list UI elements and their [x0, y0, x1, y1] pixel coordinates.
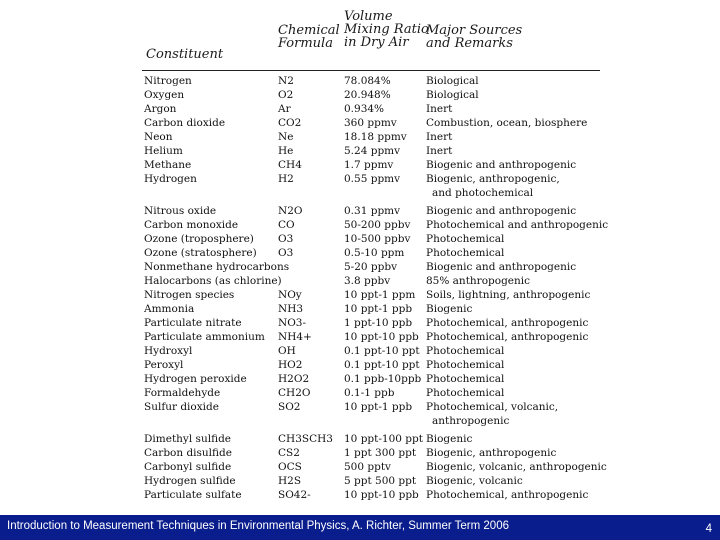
- constituent-name: Ammonia: [144, 303, 195, 315]
- mixing-ratio: 0.934%: [344, 103, 385, 115]
- table-row: [0, 172, 720, 186]
- source-remark: Inert: [426, 145, 453, 157]
- table-row: [0, 344, 720, 358]
- chemical-formula: H2O2: [278, 373, 310, 385]
- mixing-ratio: 0.1 ppt-10 ppt: [344, 345, 420, 357]
- source-remark: Biogenic and anthropogenic: [426, 159, 577, 171]
- table-row: [0, 116, 720, 130]
- page-number: 4: [705, 523, 712, 535]
- chemical-formula: OCS: [278, 461, 302, 473]
- mixing-ratio: 18.18 ppmv: [344, 131, 407, 143]
- header-sources: [426, 24, 526, 50]
- chemical-formula: N2: [278, 75, 294, 87]
- chemical-formula: CH2O: [278, 387, 311, 399]
- constituent-name: Methane: [144, 159, 192, 171]
- constituent-name: Halocarbons (as chlorine): [144, 275, 282, 287]
- mixing-ratio: 360 ppmv: [344, 117, 397, 129]
- constituent-name: Argon: [144, 103, 177, 115]
- table-row: [0, 386, 720, 400]
- table-row: [0, 74, 720, 88]
- chemical-formula: CS2: [278, 447, 300, 459]
- mixing-ratio: 10 ppt-1 ppm: [344, 289, 416, 301]
- mixing-ratio: 0.55 ppmv: [344, 173, 401, 185]
- source-remark: Soils, lightning, anthropogenic: [426, 289, 591, 301]
- table-row: [0, 102, 720, 116]
- mixing-ratio: 10 ppt-1 ppb: [344, 401, 413, 413]
- mixing-ratio: 20.948%: [344, 89, 391, 101]
- source-remark: Photochemical, volcanic,: [426, 401, 559, 413]
- source-remark: Photochemical: [426, 233, 505, 245]
- header-mixing-ratio: [344, 9, 429, 50]
- table-row: [0, 400, 720, 414]
- table-row: [0, 144, 720, 158]
- constituent-name: Carbonyl sulfide: [144, 461, 232, 473]
- mixing-ratio: 500 pptv: [344, 461, 391, 473]
- source-remark: Inert: [426, 103, 453, 115]
- constituent-name: Sulfur dioxide: [144, 401, 219, 413]
- constituent-name: Carbon monoxide: [144, 219, 239, 231]
- mixing-ratio: 10 ppt-10 ppb: [344, 331, 419, 343]
- table-row: [0, 488, 720, 502]
- table-row: [0, 316, 720, 330]
- chemical-formula: NOy: [278, 289, 302, 301]
- source-remark: Biogenic and anthropogenic: [426, 205, 577, 217]
- chemical-formula: NH3: [278, 303, 304, 315]
- table-row: [0, 218, 720, 232]
- source-remark: Biogenic and anthropogenic: [426, 261, 577, 273]
- header-ratio-line: Volume: [344, 9, 393, 24]
- chemical-formula: HO2: [278, 359, 303, 371]
- chemical-formula: NH4+: [278, 331, 312, 343]
- chemical-formula: CH4: [278, 159, 302, 171]
- source-remark: Biogenic, anthropogenic: [426, 447, 557, 459]
- header-formula: [278, 24, 338, 50]
- table-row: [0, 474, 720, 488]
- remark-continuation: anthropogenic: [432, 415, 510, 427]
- constituent-name: Nonmethane hydrocarbons: [144, 261, 290, 273]
- source-remark: Biogenic: [426, 433, 473, 445]
- table-row: [0, 288, 720, 302]
- header-constituent: Constituent: [146, 47, 224, 62]
- remark-continuation: and photochemical: [432, 187, 534, 199]
- header-sources-line: and Remarks: [426, 36, 513, 51]
- mixing-ratio: 0.5-10 ppm: [344, 247, 405, 259]
- table-row: [0, 372, 720, 386]
- table-row: [0, 414, 720, 428]
- chemical-formula: Ar: [278, 103, 291, 115]
- table-row: [0, 246, 720, 260]
- constituent-name: Peroxyl: [144, 359, 184, 371]
- mixing-ratio: 1 ppt 300 ppt: [344, 447, 417, 459]
- constituent-name: Hydrogen: [144, 173, 197, 185]
- mixing-ratio: 3.8 ppbv: [344, 275, 391, 287]
- table-row: [0, 130, 720, 144]
- source-remark: Biogenic, volcanic, anthropogenic: [426, 461, 607, 473]
- source-remark: Biological: [426, 75, 479, 87]
- chemical-formula: H2: [278, 173, 294, 185]
- source-remark: Biogenic: [426, 303, 473, 315]
- mixing-ratio: 0.1 ppt-10 ppt: [344, 359, 420, 371]
- table-row: [0, 88, 720, 102]
- chemical-formula: SO2: [278, 401, 301, 413]
- chemical-formula: He: [278, 145, 294, 157]
- source-remark: Biogenic, anthropogenic,: [426, 173, 560, 185]
- header-ratio-line: Mixing Ratio: [344, 22, 429, 37]
- chemical-formula: O2: [278, 89, 294, 101]
- constituent-name: Particulate sulfate: [144, 489, 242, 501]
- constituent-name: Hydrogen sulfide: [144, 475, 236, 487]
- mixing-ratio: 0.1 ppb-10ppb: [344, 373, 422, 385]
- chemical-formula: Ne: [278, 131, 294, 143]
- source-remark: Photochemical: [426, 387, 505, 399]
- source-remark: Photochemical and anthropogenic: [426, 219, 609, 231]
- footer-bar: [0, 515, 720, 540]
- source-remark: Inert: [426, 131, 453, 143]
- constituent-name: Helium: [144, 145, 183, 157]
- table-row: [0, 158, 720, 172]
- table-row: [0, 232, 720, 246]
- table-row: [0, 358, 720, 372]
- header-ratio-line: in Dry Air: [344, 35, 409, 50]
- constituent-name: Nitrogen: [144, 75, 192, 87]
- chemical-formula: O3: [278, 247, 294, 259]
- constituent-name: Particulate ammonium: [144, 331, 265, 343]
- mixing-ratio: 10-500 ppbv: [344, 233, 411, 245]
- chemical-formula: OH: [278, 345, 296, 357]
- constituent-name: Carbon disulfide: [144, 447, 232, 459]
- constituent-name: Carbon dioxide: [144, 117, 226, 129]
- source-remark: 85% anthropogenic: [426, 275, 531, 287]
- table-row: [0, 302, 720, 316]
- table-row: [0, 460, 720, 474]
- chemical-formula: N2O: [278, 205, 303, 217]
- chemical-formula: NO3-: [278, 317, 307, 329]
- mixing-ratio: 5.24 ppmv: [344, 145, 401, 157]
- table-row: [0, 330, 720, 344]
- header-formula-line: Chemical: [278, 23, 340, 38]
- constituent-name: Particulate nitrate: [144, 317, 242, 329]
- constituent-name: Formaldehyde: [144, 387, 221, 399]
- header-divider: [142, 70, 600, 71]
- constituent-name: Oxygen: [144, 89, 185, 101]
- source-remark: Photochemical: [426, 373, 505, 385]
- table-row: [0, 204, 720, 218]
- source-remark: Photochemical, anthropogenic: [426, 489, 589, 501]
- source-remark: Combustion, ocean, biosphere: [426, 117, 588, 129]
- source-remark: Photochemical: [426, 359, 505, 371]
- chemical-formula: CH3SCH3: [278, 433, 333, 445]
- chemical-formula: CO: [278, 219, 295, 231]
- mixing-ratio: 1.7 ppmv: [344, 159, 394, 171]
- header-sources-line: Major Sources: [426, 23, 523, 38]
- chemical-formula: SO42-: [278, 489, 311, 501]
- source-remark: Photochemical: [426, 345, 505, 357]
- mixing-ratio: 10 ppt-10 ppb: [344, 489, 419, 501]
- constituent-name: Nitrogen species: [144, 289, 235, 301]
- table-row: [0, 260, 720, 274]
- table-row: [0, 186, 720, 200]
- mixing-ratio: 5 ppt 500 ppt: [344, 475, 417, 487]
- source-remark: Photochemical: [426, 247, 505, 259]
- constituent-name: Neon: [144, 131, 173, 143]
- constituent-name: Ozone (troposphere): [144, 233, 254, 245]
- mixing-ratio: 10 ppt-1 ppb: [344, 303, 413, 315]
- mixing-ratio: 0.31 ppmv: [344, 205, 401, 217]
- mixing-ratio: 78.084%: [344, 75, 391, 87]
- mixing-ratio: 50-200 ppbv: [344, 219, 411, 231]
- constituent-name: Nitrous oxide: [144, 205, 217, 217]
- chemical-formula: H2S: [278, 475, 302, 487]
- footer-text: Introduction to Measurement Techniques in Environmental Physics, A. Richter, Summer Term 2006: [7, 520, 509, 532]
- mixing-ratio: 5-20 ppbv: [344, 261, 398, 273]
- source-remark: Biogenic, volcanic: [426, 475, 523, 487]
- table-row: [0, 446, 720, 460]
- source-remark: Photochemical, anthropogenic: [426, 331, 589, 343]
- source-remark: Photochemical, anthropogenic: [426, 317, 589, 329]
- constituent-name: Dimethyl sulfide: [144, 433, 232, 445]
- constituent-name: Hydroxyl: [144, 345, 193, 357]
- table-row: [0, 274, 720, 288]
- source-remark: Biological: [426, 89, 479, 101]
- mixing-ratio: 0.1-1 ppb: [344, 387, 395, 399]
- table-row: [0, 432, 720, 446]
- mixing-ratio: 1 ppt-10 ppb: [344, 317, 413, 329]
- constituent-name: Hydrogen peroxide: [144, 373, 247, 385]
- mixing-ratio: 10 ppt-100 ppt: [344, 433, 423, 445]
- chemical-formula: O3: [278, 233, 294, 245]
- chemical-formula: CO2: [278, 117, 302, 129]
- constituent-name: Ozone (stratosphere): [144, 247, 257, 259]
- header-formula-line: Formula: [278, 36, 333, 51]
